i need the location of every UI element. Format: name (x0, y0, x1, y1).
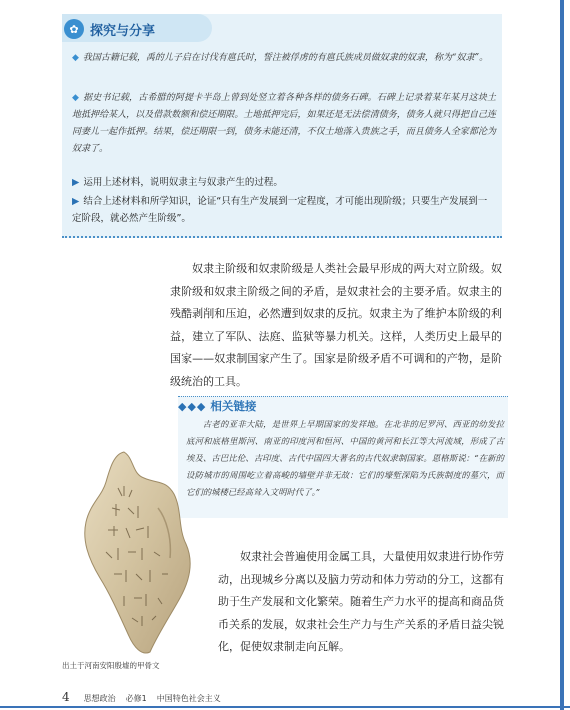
explore-quote-1 (72, 50, 496, 67)
flower-icon: ✿ (64, 19, 84, 39)
explore-title: 探究与分享 (90, 23, 156, 39)
explore-task-2-text: 结合上述材料和所学知识，论证“只有生产发展到一定程度，才可能出现阶级；只要生产发展到一定阶段，就必然产生阶级”。 (72, 196, 488, 224)
related-links-title: 相关链接 (210, 399, 257, 413)
oracle-bone-image (62, 448, 212, 658)
diamond-bullet-icon: ◆ (72, 93, 80, 103)
related-links-header (178, 398, 256, 414)
triangle-bullet-icon: ▶ (72, 196, 80, 207)
footer-volume: 必修1 (125, 694, 147, 703)
footer-subject: 思想政治 (83, 694, 116, 703)
explore-task-1-text: 运用上述材料，说明奴隶主与奴隶产生的过程。 (83, 177, 283, 188)
explore-task-1 (72, 174, 496, 191)
second-paragraph: 奴隶社会普遍使用金属工具，大量使用奴隶进行协作劳动，出现城乡分离以及脑力劳动和体力劳动的分工，这都有助于生产发展和文化繁荣。随着生产力水平的提高和商品货币关系的发展，奴隶社会生产力与生产关系的矛盾日益尖锐化，促使奴隶制走向瓦解。 (218, 550, 504, 653)
explore-quote-1-text: 我国古籍记载，禹的儿子启在讨伐有扈氏时，誓注被俘虏的有扈氏族成员做奴隶的奴隶，称为“奴隶”。 (82, 53, 489, 63)
bottom-rule (0, 706, 570, 708)
right-margin-rule (560, 0, 564, 710)
triangle-bullet-icon: ▶ (72, 177, 80, 188)
page-footer (62, 690, 231, 704)
explore-quote-2 (72, 90, 496, 158)
image-caption: 出土于河南安阳殷墟的甲骨文 (62, 661, 160, 670)
explore-header (64, 18, 155, 40)
diamond-bullet-icon: ◆ (72, 53, 79, 63)
footer-book: 中国特色社会主义 (156, 694, 221, 703)
related-links-text: 古老的亚非大陆，是世界上早期国家的发祥地。在北非的尼罗河、西亚的幼发拉底河和底格里斯河、南亚的印度河和恒河、中国的黄河和长江等大河流域，形成了古埃及、古巴比伦、古印度、古代中国四大著名的古代奴隶制国家。恩格斯说：“在新的设防城市的周围屹立着高峻的墙壁并非无故：它们的壕堑深陷为氏族制度的墓穴，而它们的城楼已经高耸入文明时代了。” (186, 419, 504, 497)
explore-share-box (62, 14, 502, 238)
explore-quote-2-text: 据史书记载，古希腊的阿提卡半岛上曾到处竖立着各种各样的债务石碑。石碑上记录着某年某月这块土地抵押给某人，以及借款数额和偿还期限。土地抵押完后，如果还是无法偿清债务，债务人就只得把自己连同妻儿一起作抵押。结果，偿还期限一到，债务未能还清，不仅土地落入贵族之手，而且债务人全家都沦为奴隶了。 (72, 93, 496, 154)
diamonds-icon: ◆◆◆ (178, 399, 207, 413)
page-number: 4 (62, 690, 70, 704)
explore-task-2 (72, 193, 496, 227)
main-paragraph: 奴隶主阶级和奴隶阶级是人类社会最早形成的两大对立阶级。奴隶阶级和奴隶主阶级之间的矛盾，是奴隶社会的主要矛盾。奴隶主的残酷剥削和压迫，必然遭到奴隶的反抗。奴隶主为了维护本阶级的利益，建立了军队、法庭、监狱等暴力机关。这样，人类历史上最早的国家——奴隶制国家产生了。国家是阶级矛盾不可调和的产物，是阶级统治的工具。 (170, 262, 502, 388)
